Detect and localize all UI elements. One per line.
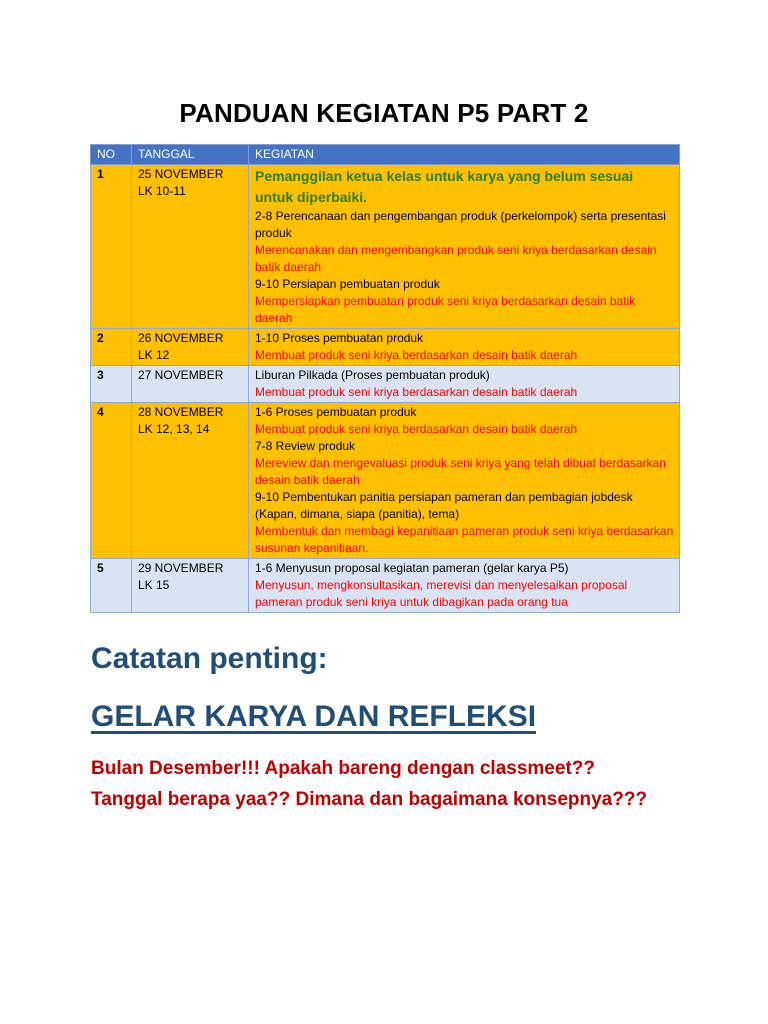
- activity-item: 9-10 Persiapan pembuatan produk: [255, 277, 440, 291]
- activity-item: Liburan Pilkada (Proses pembuatan produk): [255, 368, 490, 382]
- table-row: [91, 366, 680, 403]
- activity-description: Membuat produk seni kriya berdasarkan desain batik daerah: [255, 422, 578, 436]
- activity-description: Membentuk dan membagi kepanitiaan pameran produk seni kriya berdasarkan susunan kepanitiaan.: [255, 524, 674, 555]
- page-title: PANDUAN KEGIATAN P5 PART 2: [179, 98, 589, 128]
- activity-description: Menyusun, mengkonsultasikan, merevisi dan menyelesaikan proposal pameran produk seni kriya untuk dibagikan pada orang tua: [255, 578, 628, 609]
- activity-description: Mereview dan mengevaluasi produk seni kriya yang telah dibuat berdasarkan desain batik daerah: [255, 456, 666, 487]
- row-activity-cell: [249, 403, 680, 559]
- activity-item: 9-10 Pembentukan panitia persiapan pameran dan pembagian jobdesk (Kapan, dimana, siapa (panitia), tema): [255, 490, 633, 521]
- activity-description: Merencanakan dan mengembangkan produk seni kriya berdasarkan desain batik daerah: [255, 243, 657, 274]
- row-date-cell: [132, 329, 249, 366]
- row-date-cell: [132, 165, 249, 329]
- row-date: 25 NOVEMBER: [138, 167, 224, 181]
- table-header-row: [91, 145, 680, 165]
- header-kegiatan: KEGIATAN: [249, 145, 680, 165]
- note-line: Tanggal berapa yaa?? Dimana dan bagaimana konsepnya???: [91, 789, 648, 810]
- row-date: 27 NOVEMBER: [138, 368, 224, 382]
- activity-item: 1-6 Proses pembuatan produk: [255, 405, 417, 419]
- header-tanggal: TANGGAL: [132, 145, 249, 165]
- activity-item: 7-8 Review produk: [255, 439, 356, 453]
- row-lk: LK 15: [138, 578, 170, 592]
- activity-item: 2-8 Perencanaan dan pengembangan produk (perkelompok) serta presentasi produk: [255, 209, 666, 240]
- row-number: 2: [91, 329, 132, 366]
- row-number: 4: [91, 403, 132, 559]
- row-number: 3: [91, 366, 132, 403]
- table-row: [91, 165, 680, 329]
- row-activity-cell: [249, 559, 680, 613]
- table-row: [91, 559, 680, 613]
- row-number: 5: [91, 559, 132, 613]
- activity-description: Mempersiapkan pembuatan produk seni kriya berdasarkan desain batik daerah: [255, 294, 636, 325]
- row-lk: LK 12, 13, 14: [138, 422, 210, 436]
- catatan-heading: Catatan penting:: [91, 642, 328, 675]
- row-activity-cell: [249, 165, 680, 329]
- row-date-cell: [132, 366, 249, 403]
- row-lk: LK 12: [138, 348, 170, 362]
- table-row: [91, 403, 680, 559]
- row-activity-cell: [249, 329, 680, 366]
- row-date-cell: [132, 559, 249, 613]
- header-no: NO: [91, 145, 132, 165]
- row-date: 26 NOVEMBER: [138, 331, 224, 345]
- row-number: 1: [91, 165, 132, 329]
- gelar-karya-heading: GELAR KARYA DAN REFLEKSI: [91, 700, 537, 733]
- activity-description: Membuat produk seni kriya berdasarkan desain batik daerah: [255, 348, 578, 362]
- row-date: 29 NOVEMBER: [138, 561, 224, 575]
- activity-item: 1-10 Proses pembuatan produk: [255, 331, 424, 345]
- activity-description: Membuat produk seni kriya berdasarkan desain batik daerah: [255, 385, 578, 399]
- activity-highlight: Pemanggilan ketua kelas untuk karya yang belum sesuai untuk diperbaiki.: [255, 168, 634, 205]
- row-date: 28 NOVEMBER: [138, 405, 224, 419]
- row-date-cell: [132, 403, 249, 559]
- row-lk: LK 10-11: [138, 184, 186, 198]
- activity-item: 1-6 Menyusun proposal kegiatan pameran (gelar karya P5): [255, 561, 569, 575]
- note-line: Bulan Desember!!! Apakah bareng dengan classmeet??: [91, 758, 595, 779]
- table-row: [91, 329, 680, 366]
- row-activity-cell: [249, 366, 680, 403]
- schedule-table: [90, 144, 680, 613]
